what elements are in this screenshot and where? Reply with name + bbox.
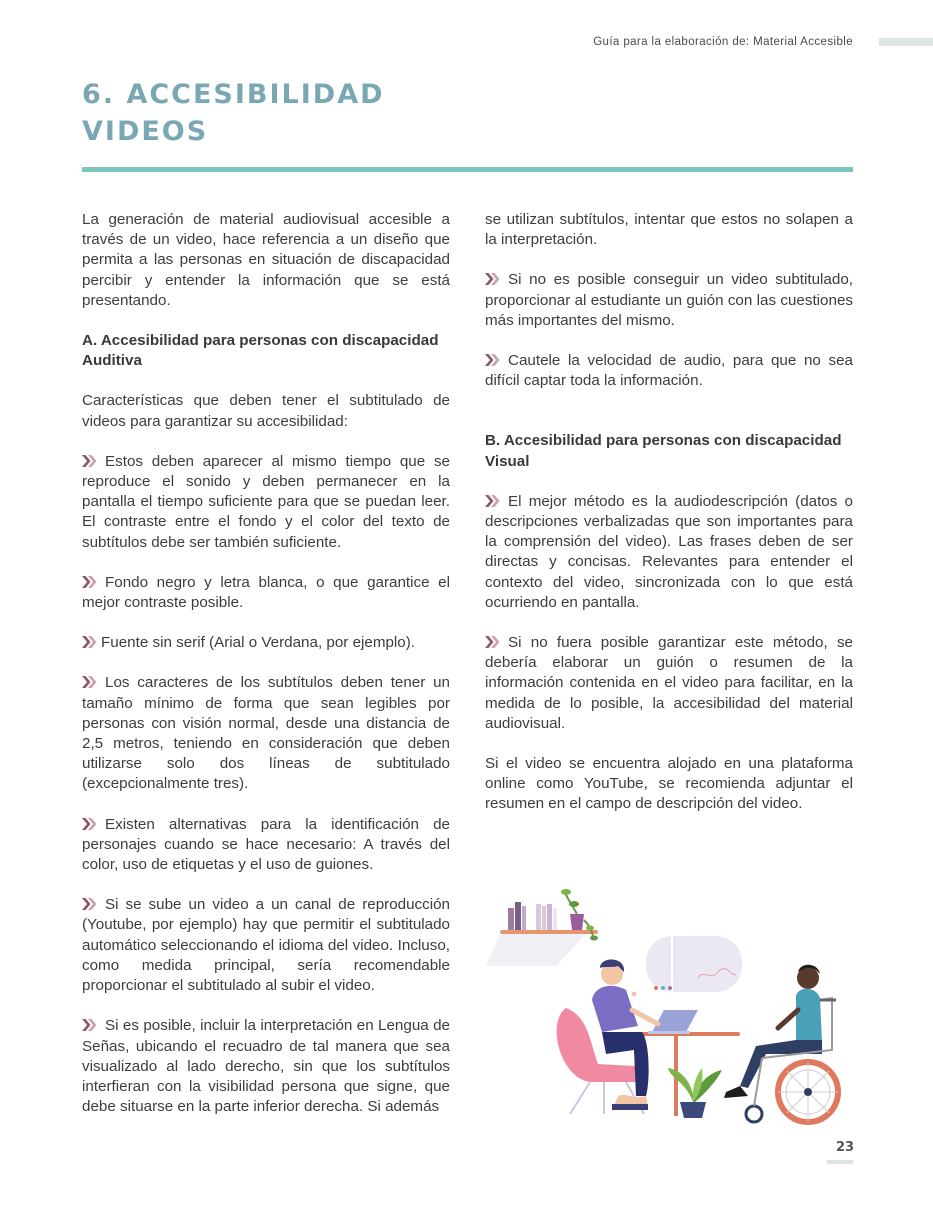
right-column: [485, 210, 853, 815]
double-chevron-icon: [485, 354, 500, 366]
bullet-item: [82, 452, 450, 553]
page-number-bar: [827, 1160, 853, 1164]
page-number: 23: [836, 1140, 855, 1155]
title-rule: [82, 167, 853, 172]
bullet-text: Si no fuera posible garantizar este método, se debería elaborar un guión o resumen de la información contenida en el video para facilitar, en la medida de lo posible, la accesibilidad del material audiovisual.: [485, 634, 853, 732]
page-title-line-2: VIDEOS: [82, 116, 209, 147]
bullet-text: Fuente sin serif (Arial o Verdana, por ejemplo).: [101, 634, 416, 652]
bullet-text: Existen alternativas para la identificación de personajes cuando se hace necesario: A través del color, uso de etiquetas y el uso de guiones.: [82, 815, 450, 874]
continued-paragraph: se utilizan subtítulos, intentar que estos no solapen a la interpretación.: [485, 211, 853, 249]
double-chevron-icon: [82, 455, 97, 467]
people-at-desk-with-wheelchair-illustration: [486, 882, 854, 1134]
bullet-item: [82, 815, 450, 876]
bullet-item: [485, 270, 853, 331]
bullet-item: [82, 573, 450, 613]
bullet-text: Los caracteres de los subtítulos deben tener un tamaño mínimo de forma que sean legibles por personas con visión normal, desde una distancia de 2,5 metros, teniendo en consideración que deben utilizarse solo dos líneas de subtitulado (excepcionalmente tres).: [82, 674, 450, 793]
page-title: [82, 76, 385, 150]
bullet-text: Si se sube un video a un canal de reproducción (Youtube, por ejemplo) hay que permitir el subtitulado automático seleccionando el idioma del video. Incluso, como medida principal, sería recomendable proporcionar el subtitulado al subir el video.: [82, 896, 450, 995]
section-b-heading: B. Accesibilidad para personas con discapacidad Visual: [485, 432, 842, 470]
running-header: Guía para la elaboración de: Material Accesible: [593, 36, 853, 48]
double-chevron-icon: [82, 576, 97, 588]
bullet-text: Si no es posible conseguir un video subtitulado, proporcionar al estudiante un guión con las cuestiones más importantes del mismo.: [485, 271, 853, 329]
bullet-item: [82, 1016, 450, 1117]
section-a-heading: A. Accesibilidad para personas con discapacidad Auditiva: [82, 332, 439, 370]
closing-paragraph: Si el video se encuentra alojado en una plataforma online como YouTube, se recomienda adjuntar el resumen en el campo de descripción del video.: [485, 755, 853, 813]
double-chevron-icon: [485, 495, 500, 507]
double-chevron-icon: [82, 636, 97, 648]
left-column: [82, 210, 450, 1117]
bullet-item: [485, 633, 853, 734]
bullet-text: Estos deben aparecer al mismo tiempo que se reproduce el sonido y deben permanecer en la pantalla el tiempo suficiente para que se puedan leer. El contraste entre el fondo y el color del texto de subtítulos debe ser también suficiente.: [82, 452, 450, 551]
double-chevron-icon: [82, 1019, 97, 1031]
page-title-line-1: 6. ACCESIBILIDAD: [82, 79, 385, 110]
double-chevron-icon: [485, 636, 500, 648]
double-chevron-icon: [82, 818, 97, 830]
bullet-item: [82, 673, 450, 794]
bullet-text: Fondo negro y letra blanca, o que garantice el mejor contraste posible.: [82, 573, 450, 612]
bullet-item: [82, 895, 450, 996]
double-chevron-icon: [82, 898, 97, 910]
bullet-item: [82, 633, 450, 653]
bullet-item: [485, 492, 853, 613]
bullet-item: [485, 351, 853, 391]
double-chevron-icon: [82, 676, 97, 688]
bullet-text: Si es posible, incluir la interpretación en Lengua de Señas, ubicando el recuadro de tal manera que sea visualizado al lado derecho, sin que los subtítulos interfieran con la visibilidad persona que signe, que debe situarse en la parte inferior derecha. Si además: [82, 1017, 450, 1116]
bullet-text: Cautele la velocidad de audio, para que no sea difícil captar toda la información.: [485, 352, 853, 390]
intro-paragraph: La generación de material audiovisual accesible a través de un video, hace referencia a un diseño que permita a las personas en situación de discapacidad percibir y entender la información que se está presentando.: [82, 211, 450, 309]
section-a-lead: Características que deben tener el subtitulado de videos para garantizar su accesibilidad:: [82, 392, 450, 430]
bullet-text: El mejor método es la audiodescripción (datos o descripciones verbalizadas que son importantes para la comprensión del video). Las frases deben de ser directas y concisas. Relevantes para entender el contexto del video, sincronizada con lo que está ocurriendo en pantalla.: [485, 492, 853, 611]
header-tab-decoration: [879, 38, 933, 46]
double-chevron-icon: [485, 273, 500, 285]
